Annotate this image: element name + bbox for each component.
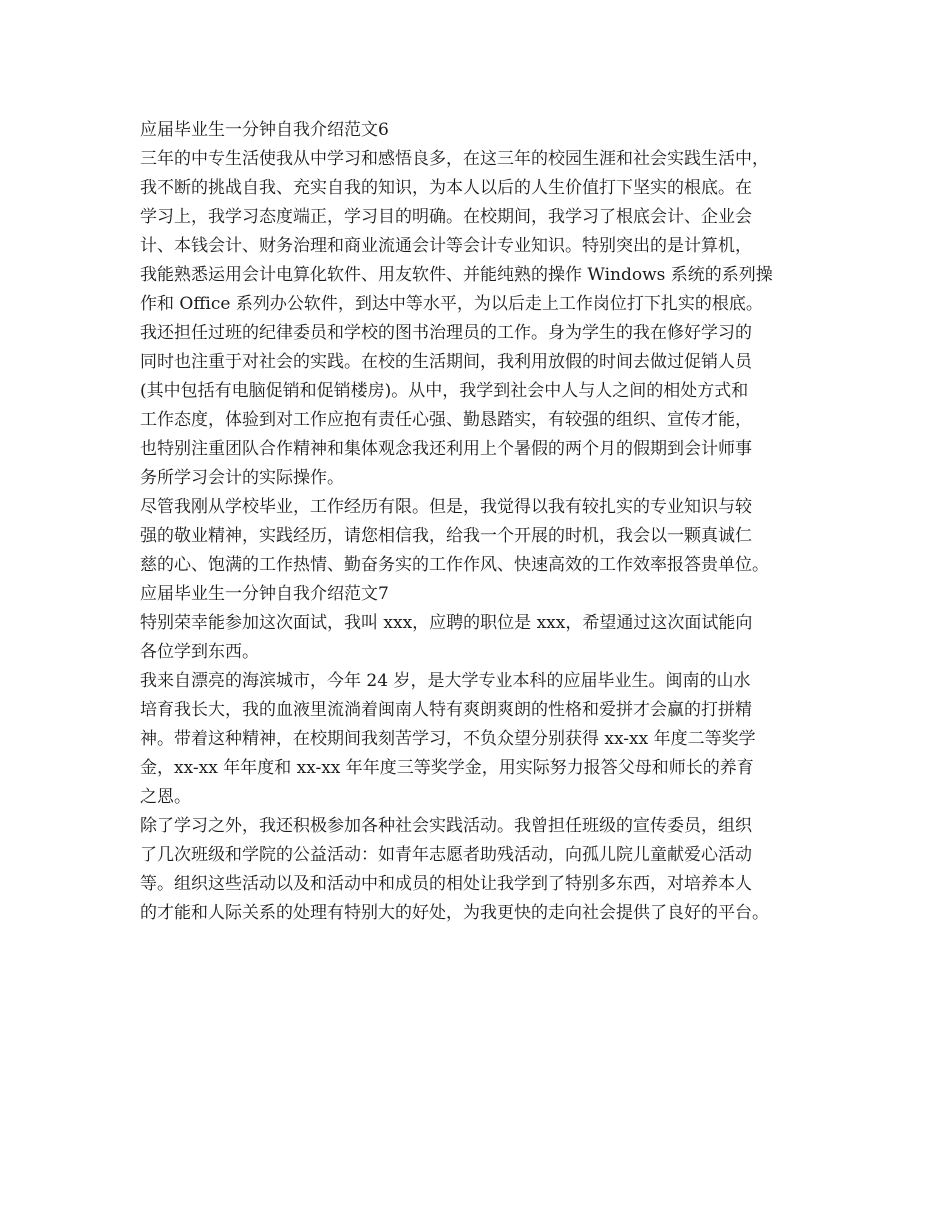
text-line: 也特别注重团队合作精神和集体观念我还利用上个暑假的两个月的假期到会计师事 [140, 439, 752, 459]
text-line: 神。带着这种精神，在校期间我刻苦学习，不负众望分别获得 xx-xx 年度二等奖学 [140, 729, 756, 749]
text-line: 等。组织这些活动以及和活动中和成员的相处让我学到了特别多东西，对培养本人 [140, 874, 752, 894]
text-line: 三年的中专生活使我从中学习和感悟良多，在这三年的校园生涯和社会实践生活中， [140, 149, 769, 169]
text-line: 各位学到东西。 [140, 642, 259, 662]
text-line: (其中包括有电脑促销和促销楼房)。从中，我学到社会中人与人之间的相处方式和 [140, 381, 749, 401]
text-line: 我还担任过班的纪律委员和学校的图书治理员的工作。身为学生的我在修好学习的 [140, 323, 752, 343]
text-line: 学习上，我学习态度端正，学习目的明确。在校期间，我学习了根底会计、企业会 [140, 207, 752, 227]
section-heading-6: 应届毕业生一分钟自我介绍范文6 [140, 120, 389, 140]
text-line: 培育我长大，我的血液里流淌着闽南人特有爽朗爽朗的性格和爱拼才会赢的打拼精 [140, 700, 752, 720]
text-line: 同时也注重于对社会的实践。在校的生活期间，我利用放假的时间去做过促销人员 [140, 352, 752, 372]
text-line: 除了学习之外，我还积极参加各种社会实践活动。我曾担任班级的宣传委员，组织 [140, 816, 752, 836]
text-line: 我不断的挑战自我、充实自我的知识，为本人以后的人生价值打下坚实的根底。在 [140, 178, 752, 198]
text-line: 慈的心、饱满的工作热情、勤奋务实的工作作风、快速高效的工作效率报答贵单位。 [140, 555, 769, 575]
text-line: 尽管我刚从学校毕业，工作经历有限。但是，我觉得以我有较扎实的专业知识与较 [140, 497, 752, 517]
text-line: 强的敬业精神，实践经历，请您相信我，给我一个开展的时机，我会以一颗真诚仁 [140, 526, 752, 546]
text-line: 我能熟悉运用会计电算化软件、用友软件、并能纯熟的操作 Windows 系统的系列操 [140, 265, 773, 285]
text-line: 我来自漂亮的海滨城市，今年 24 岁，是大学专业本科的应届毕业生。闽南的山水 [140, 671, 751, 691]
text-line: 的才能和人际关系的处理有特别大的好处，为我更快的走向社会提供了良好的平台。 [140, 903, 769, 923]
document-body [140, 116, 830, 928]
text-line: 金，xx-xx 年年度和 xx-xx 年年度三等奖学金，用实际努力报答父母和师长的养育 [140, 758, 754, 778]
text-line: 特别荣幸能参加这次面试，我叫 xxx，应聘的职位是 xxx，希望通过这次面试能向 [140, 613, 753, 633]
text-line: 工作态度，体验到对工作应抱有责任心强、勤恳踏实，有较强的组织、宣传才能， [140, 410, 752, 430]
text-line: 作和 Office 系列办公软件，到达中等水平，为以后走上工作岗位打下扎实的根底。 [140, 294, 763, 314]
text-line: 计、本钱会计、财务治理和商业流通会计等会计专业知识。特别突出的是计算机， [140, 236, 752, 256]
section-heading-7: 应届毕业生一分钟自我介绍范文7 [140, 584, 389, 604]
text-line: 了几次班级和学院的公益活动：如青年志愿者助残活动，向孤儿院儿童献爱心活动 [140, 845, 752, 865]
text-line: 之恩。 [140, 787, 191, 807]
text-line: 务所学习会计的实际操作。 [140, 468, 344, 488]
